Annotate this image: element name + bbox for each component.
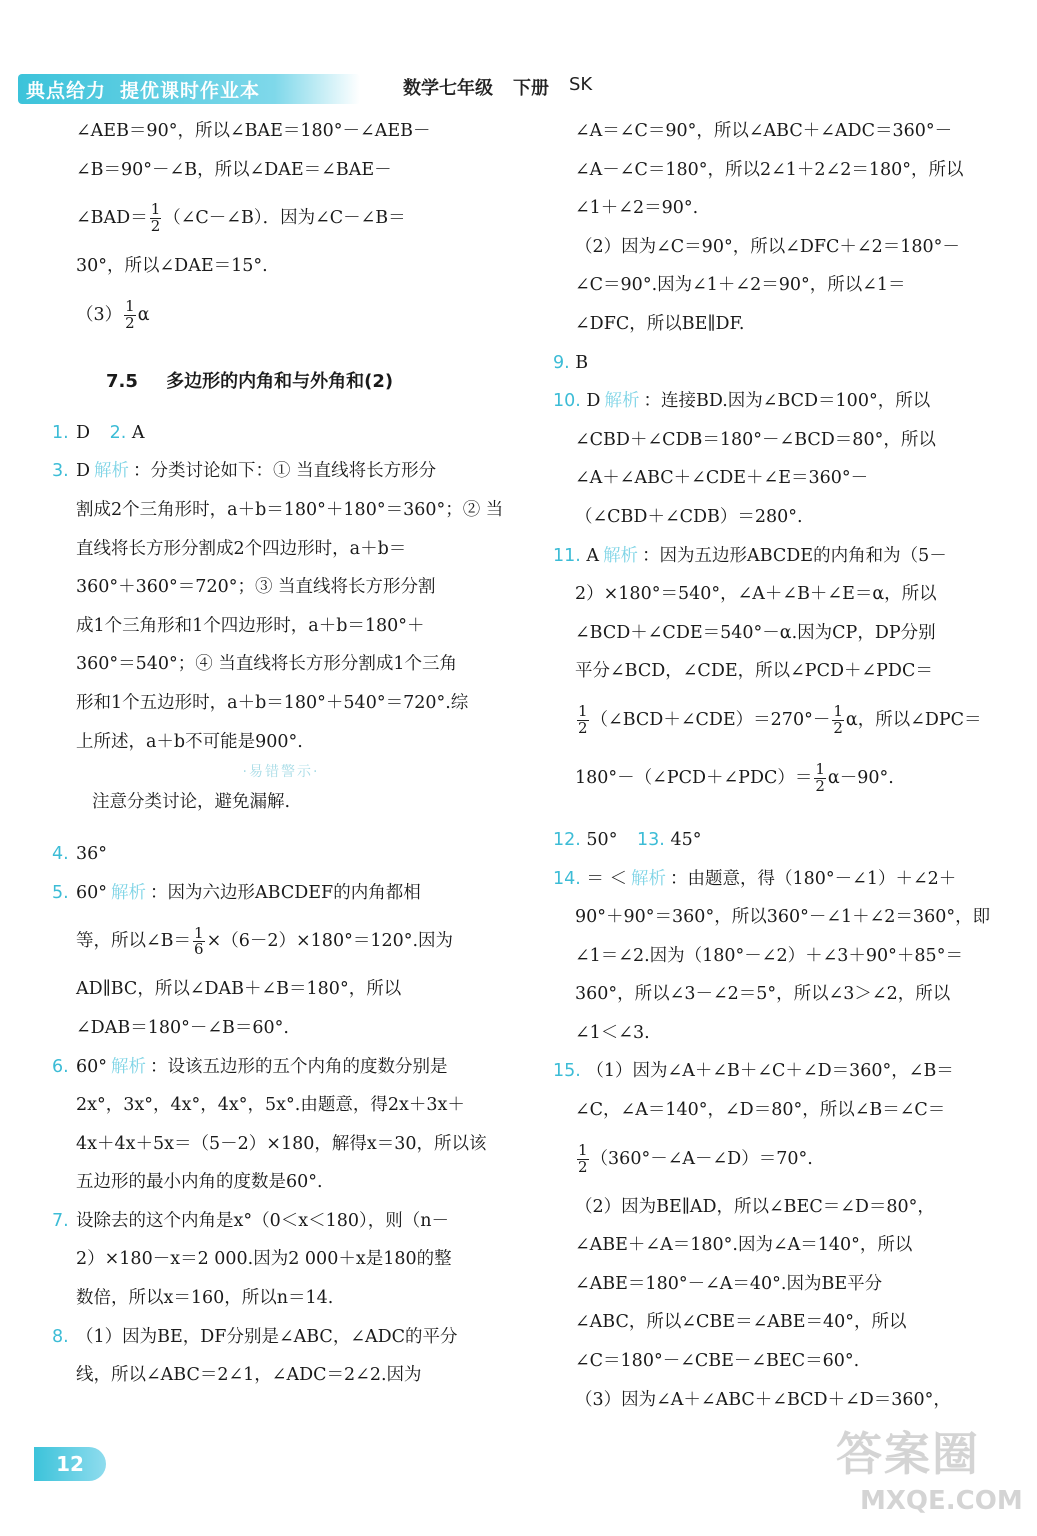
sub-question-label: （3） xyxy=(76,304,123,325)
section-title: 多边形的内角和与外角和(2) xyxy=(166,370,394,392)
answer-choice: A xyxy=(131,422,145,443)
answer-text: ×（6－2）×180°＝120°.因为 xyxy=(206,931,454,952)
answer-line: ∠ABE＋∠A＝180°.因为∠A＝140°，所以 xyxy=(575,1235,913,1256)
answer-line xyxy=(76,286,526,344)
answer-line xyxy=(553,382,1028,421)
question-number: 6. xyxy=(52,1056,69,1077)
fraction-denominator: 2 xyxy=(578,1157,588,1176)
volume: 下册 xyxy=(513,78,549,99)
answer-choice: D xyxy=(586,391,601,412)
answer-line xyxy=(553,749,1028,807)
fraction-numerator: 1 xyxy=(578,702,588,721)
answer-text: 36° xyxy=(76,844,108,865)
question-number: 12. xyxy=(553,829,581,850)
answer-line: ∠DAB＝180°－∠B＝60°. xyxy=(76,1017,289,1038)
question-number: 7. xyxy=(52,1210,69,1231)
book-info xyxy=(403,74,592,100)
analysis-label: 解析 xyxy=(631,868,666,889)
edition: SK xyxy=(569,74,593,95)
answer-text: 等，所以∠B＝ xyxy=(76,931,192,952)
answer-line xyxy=(553,344,1028,383)
answer-text: ：分类讨论如下：① 当直线将长方形分 xyxy=(133,461,437,482)
answer-line xyxy=(76,189,526,247)
answer-text: α－90°. xyxy=(827,767,894,788)
answer-choice: D xyxy=(76,422,91,443)
question-number: 8. xyxy=(52,1326,69,1347)
answer-line: 成1个三角形和1个四边形时，a＋b＝180°＋ xyxy=(76,615,425,636)
answer-line xyxy=(553,1052,1028,1091)
section-number: 7.5 xyxy=(106,370,138,392)
answer-line: （2）因为∠C＝90°，所以∠DFC＋∠2＝180°－ xyxy=(575,236,960,257)
answer-line xyxy=(52,1318,526,1357)
fraction-numerator: 1 xyxy=(150,200,161,219)
answer-line: ∠1＝∠2.因为（180°－∠2）＋∠3＋90°＋85°＝ xyxy=(575,945,963,966)
answer-line: 直线将长方形分割成2个四边形时，a＋b＝ xyxy=(76,538,407,559)
fraction-denominator: 2 xyxy=(150,217,161,236)
analysis-label: 解析 xyxy=(111,1056,147,1077)
fraction xyxy=(832,704,844,737)
answer-text: 50° xyxy=(586,829,618,850)
answer-line: 数倍，所以x＝160，所以n＝14. xyxy=(76,1288,334,1309)
answer-line xyxy=(52,835,526,874)
answer-text: 60° xyxy=(76,882,108,903)
section-heading xyxy=(76,362,526,402)
answer-choice: B xyxy=(575,352,589,373)
answer-line: 2）×180°＝540°，∠A＋∠B＋∠E＝α，所以 xyxy=(575,584,937,605)
answer-line xyxy=(553,821,1028,860)
answer-text: ：设该五边形的五个内角的度数分别是 xyxy=(150,1056,448,1077)
answer-line xyxy=(52,414,526,453)
answer-line: ∠DFC，所以BE∥DF. xyxy=(575,313,745,334)
fraction xyxy=(124,299,136,332)
answer-line: （∠CBD＋∠CDB）＝280°. xyxy=(575,506,803,527)
answer-line: ∠1＋∠2＝90°. xyxy=(575,198,699,219)
answer-line: ∠C＝180°－∠CBE－∠BEC＝60°. xyxy=(575,1351,860,1372)
answer-text: ∠BAD＝ xyxy=(76,208,148,229)
answer-line: 2）×180－x＝2 000.因为2 000＋x是180的整 xyxy=(76,1249,452,1270)
answer-line xyxy=(52,452,526,491)
question-number: 13. xyxy=(637,829,665,850)
fraction xyxy=(577,704,589,737)
answer-line: ∠A－∠C＝180°，所以2∠1＋2∠2＝180°，所以 xyxy=(575,159,964,180)
answer-line: 平分∠BCD，∠CDE，所以∠PCD＋∠PDC＝ xyxy=(575,661,933,682)
right-column xyxy=(553,112,1028,1419)
answer-line: ∠CBD＋∠CDB＝180°－∠BCD＝80°，所以 xyxy=(575,429,936,450)
answer-line xyxy=(553,1130,1028,1188)
fraction-denominator: 2 xyxy=(125,313,135,332)
series-banner xyxy=(18,74,360,104)
question-number: 15. xyxy=(553,1061,581,1082)
question-number: 9. xyxy=(553,352,570,373)
answer-text: 设除去的这个内角是x°（0＜x＜180），则（n－ xyxy=(76,1210,450,1231)
series-name: 典点给力 xyxy=(26,79,107,102)
answer-text: 180°－（∠PCD＋∠PDC）＝ xyxy=(575,767,813,788)
answer-text: α xyxy=(137,304,150,325)
answer-line xyxy=(76,912,526,970)
answer-text: ：因为五边形ABCDE的内角和为（5－ xyxy=(642,545,947,566)
answer-line: 上所述，a＋b不可能是900°. xyxy=(76,731,303,752)
fraction-denominator: 2 xyxy=(833,718,843,737)
fraction xyxy=(150,202,162,235)
answer-line: ∠C，∠A＝140°，∠D＝80°，所以∠B＝∠C＝ xyxy=(575,1100,946,1121)
answer-text: （1）因为BE，DF分别是∠ABC，∠ADC的平分 xyxy=(76,1326,458,1347)
answer-line xyxy=(553,691,1028,749)
analysis-label: 解析 xyxy=(603,545,639,566)
question-number: 10. xyxy=(553,391,581,412)
answer-choice: D xyxy=(76,461,91,482)
answer-line: 五边形的最小内角的度数是60°. xyxy=(76,1172,323,1193)
fraction-denominator: 2 xyxy=(578,718,588,737)
fraction-numerator: 1 xyxy=(815,760,825,779)
analysis-label: 解析 xyxy=(94,461,130,482)
question-number: 2. xyxy=(109,422,127,443)
answer-text: （1）因为∠A＋∠B＋∠C＋∠D＝360°，∠B＝ xyxy=(586,1061,954,1082)
answer-line: AD∥BC，所以∠DAB＋∠B＝180°，所以 xyxy=(76,979,402,1000)
watermark-url: MXQE.COM xyxy=(860,1486,1023,1516)
analysis-label: 解析 xyxy=(111,882,147,903)
left-column xyxy=(52,112,526,1395)
answer-line xyxy=(52,874,526,913)
error-warning-label: ·易错警示· xyxy=(242,764,320,781)
page-number: 12 xyxy=(34,1447,106,1481)
answer-line: 90°＋90°＝360°，所以360°－∠1＋∠2＝360°，即 xyxy=(575,907,991,928)
answer-line: ∠BCD＋∠CDE＝540°－α.因为CP，DP分别 xyxy=(575,622,936,643)
fraction-numerator: 1 xyxy=(578,1140,588,1159)
subject-grade: 数学七年级 xyxy=(403,78,493,99)
fraction-denominator: 2 xyxy=(815,776,825,795)
answer-line: ∠ABE＝180°－∠A＝40°.因为BE平分 xyxy=(575,1273,883,1294)
series-subtitle: 提优课时作业本 xyxy=(120,79,261,102)
error-warning-text: 注意分类讨论，避免漏解. xyxy=(92,792,291,813)
answer-line: 30°，所以∠DAE＝15°. xyxy=(76,256,268,277)
answer-line: ∠A＝∠C＝90°，所以∠ABC＋∠ADC＝360°－ xyxy=(575,121,953,141)
answer-text: 45° xyxy=(670,829,702,850)
answer-line: 360°＋360°＝720°；③ 当直线将长方形分割 xyxy=(76,577,436,598)
fraction xyxy=(577,1140,589,1176)
analysis-label: 解析 xyxy=(604,391,640,412)
answer-line: （3）因为∠A＋∠ABC＋∠BCD＋∠D＝360°， xyxy=(575,1389,951,1410)
answer-choice: A xyxy=(586,545,600,566)
fraction-numerator: 1 xyxy=(125,297,135,316)
answer-line: 割成2个三角形时，a＋b＝180°＋180°＝360°；② 当 xyxy=(76,499,504,520)
fraction-numerator: 1 xyxy=(194,923,204,942)
answer-line: 4x＋4x＋5x＝（5－2）×180，解得x＝30，所以该 xyxy=(76,1133,487,1154)
answer-line xyxy=(52,1048,526,1087)
answer-text: ：由题意，得（180°－∠1）＋∠2＋ xyxy=(670,868,957,889)
question-number: 4. xyxy=(52,844,69,865)
answer-line: 2x°，3x°，4x°，4x°，5x°.由题意，得2x＋3x＋ xyxy=(76,1095,465,1116)
answer-line: ∠A＋∠ABC＋∠CDE＋∠E＝360°－ xyxy=(575,468,869,489)
question-number: 11. xyxy=(553,545,581,566)
answer-line: 形和1个五边形时，a＋b＝180°＋540°＝720°.综 xyxy=(76,692,469,713)
answer-line: ∠1＜∠3. xyxy=(575,1022,650,1043)
answer-line: 360°，所以∠3－∠2＝5°，所以∠3＞∠2，所以 xyxy=(575,984,951,1005)
fraction-denominator: 6 xyxy=(194,940,204,959)
fraction-numerator: 1 xyxy=(833,702,843,721)
answer-line: ∠C＝90°.因为∠1＋∠2＝90°，所以∠1＝ xyxy=(575,275,906,296)
answer-line: 360°＝540°；④ 当直线将长方形分割成1个三角 xyxy=(76,654,457,675)
fraction xyxy=(193,923,205,959)
answer-text: （∠BCD＋∠CDE）＝270°－ xyxy=(590,709,831,730)
fraction xyxy=(814,762,826,795)
question-number: 1. xyxy=(52,422,69,443)
answer-text: （∠C－∠B）．因为∠C－∠B＝ xyxy=(163,208,406,229)
answer-line: ∠AEB＝90°，所以∠BAE＝180°－∠AEB－ xyxy=(76,121,431,141)
answer-line xyxy=(553,860,1028,899)
answer-line xyxy=(52,1202,526,1241)
answer-text: α，所以∠DPC＝ xyxy=(845,709,982,730)
answer-text: ：连接BD.因为∠BCD＝100°，所以 xyxy=(643,391,931,412)
question-number: 5. xyxy=(52,882,69,903)
answer-line: ∠ABC，所以∠CBE＝∠ABE＝40°，所以 xyxy=(575,1312,907,1333)
answer-text: ＝ ＜ xyxy=(586,868,627,889)
watermark-logo: 答案圈 xyxy=(836,1427,980,1481)
answer-text: （360°－∠A－∠D）＝70°. xyxy=(590,1148,813,1169)
answer-line: ∠B＝90°－∠B，所以∠DAE＝∠BAE－ xyxy=(76,159,392,180)
answer-line: （2）因为BE∥AD，所以∠BEC＝∠D＝80°， xyxy=(575,1196,935,1217)
answer-text: ：因为六边形ABCDEF的内角都相 xyxy=(150,882,421,903)
answer-line: 线，所以∠ABC＝2∠1，∠ADC＝2∠2.因为 xyxy=(76,1365,422,1386)
answer-line xyxy=(553,537,1028,576)
page-header xyxy=(18,70,1028,110)
answer-text: 60° xyxy=(76,1056,108,1077)
question-number: 3. xyxy=(52,461,69,482)
question-number: 14. xyxy=(553,868,581,889)
